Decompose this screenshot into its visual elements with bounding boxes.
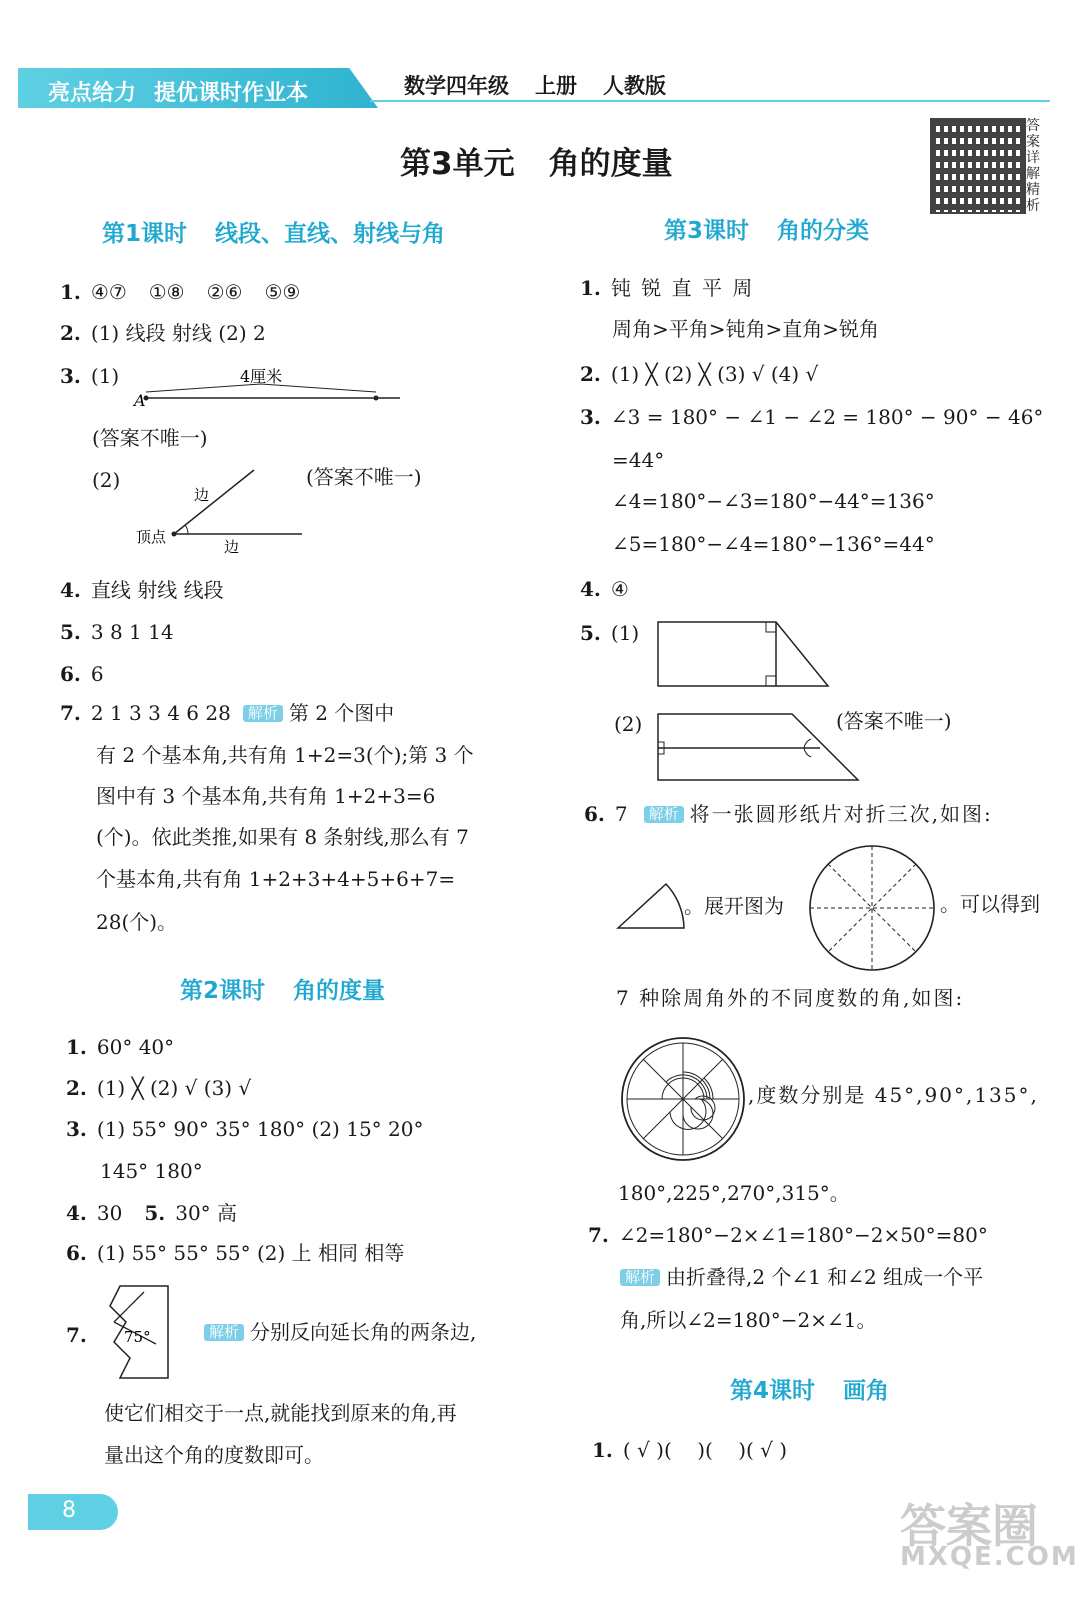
lesson-2-heading: 第2课时 角的度量 — [180, 978, 386, 1004]
l3-q7: 7. ∠2=180°−2×∠1=180°−2×50°=80° — [588, 1223, 988, 1247]
l3-q6-mid-a: 。展开图为 — [684, 894, 784, 918]
analysis-tag: 解析 — [204, 1324, 244, 1341]
analysis-tag: 解析 — [243, 705, 283, 722]
header-subject — [404, 70, 692, 100]
l1-q7-line: 有 2 个基本角,共有角 1+2=3(个);第 3 个 — [96, 743, 474, 767]
l3-q3-line3: ∠4=180°−∠3=180°−44°=136° — [612, 489, 935, 513]
vertex-label: 顶点 — [136, 528, 167, 546]
shape-1-diagram — [654, 618, 834, 692]
l3-q6-line5: 180°,225°,270°,315°。 — [618, 1181, 850, 1205]
l2-q3: 3. (1) 55° 90° 35° 180° (2) 15° 20° — [66, 1117, 424, 1141]
l1-q3-p2: (2) — [92, 468, 121, 492]
lesson-3-heading: 第3课时 角的分类 — [664, 218, 870, 244]
header-rule — [370, 100, 1050, 102]
l2-q6: 6. (1) 55° 55° 55° (2) 上 相同 相等 — [66, 1241, 405, 1265]
segment-diagram — [130, 362, 410, 412]
l4-q1: 1. ( √ )( )( )( √ ) — [592, 1438, 788, 1462]
l3-q6-line4: ,度数分别是 45°,90°,135°, — [748, 1083, 1039, 1107]
l3-q3-line4: ∠5=180°−∠4=180°−136°=44° — [612, 532, 935, 556]
side-label-2: 边 — [224, 538, 240, 556]
l3-q4: 4. ④ — [580, 577, 629, 601]
angle-circle-diagram — [618, 1034, 748, 1164]
l3-q1: 1. 钝 锐 直 平 周 — [580, 276, 755, 300]
l1-q3: 3. (1) — [60, 364, 120, 388]
edition: 人教版 — [603, 74, 666, 98]
l1-q7-line: (个)。依此类推,如果有 8 条射线,那么有 7 — [96, 825, 469, 849]
angle-diagram — [130, 462, 310, 557]
lesson-4-heading: 第4课时 画角 — [730, 1378, 890, 1404]
l3-q3: 3. ∠3 = 180° − ∠1 − ∠2 = 180° − 90° − 46° — [580, 405, 1044, 429]
segment-length-label: 4厘米 — [240, 367, 283, 386]
unit-name: 角的度量 — [548, 146, 673, 182]
l2-q7: 7. — [66, 1323, 87, 1347]
l2-q7-line2: 使它们相交于一点,就能找到原来的角,再 — [104, 1401, 457, 1425]
l2-q7-analysis: 解析 分别反向延长角的两条边, — [204, 1322, 476, 1342]
angle-value: 75° — [124, 1328, 151, 1346]
brand-name: 亮点给力 — [48, 81, 137, 106]
shape-2-diagram — [654, 708, 864, 784]
watermark-logo: 答案圈 — [900, 1499, 1038, 1553]
brand-series: 提优课时作业本 — [154, 81, 309, 106]
l1-q4: 4. 直线 射线 线段 — [60, 578, 224, 602]
l3-q5-p2: (2) — [614, 712, 643, 736]
header-brand — [48, 76, 326, 107]
l2-q3-line2: 145° 180° — [100, 1159, 203, 1183]
l1-q5: 5. 3 8 1 14 — [60, 620, 174, 644]
l3-q5: 5. (1) — [580, 621, 640, 645]
l3-q7-line3: 角,所以∠2=180°−2×∠1。 — [620, 1308, 877, 1332]
l3-q2: 2. (1) ╳ (2) ╳ (3) √ (4) √ — [580, 362, 819, 386]
l3-q1-line2: 周角>平角>钝角>直角>锐角 — [612, 317, 880, 341]
l3-q7-analysis: 解析 由折叠得,2 个∠1 和∠2 组成一个平 — [620, 1267, 983, 1287]
l3-q5-note: (答案不唯一) — [836, 709, 952, 733]
side-label-1: 边 — [194, 486, 210, 504]
l2-q7-line3: 量出这个角的度数即可。 — [104, 1443, 324, 1467]
point-a-label: A — [134, 391, 146, 410]
qr-label: 答案详解精析 — [1026, 118, 1040, 214]
l3-q6-mid-b: 。可以得到 — [940, 892, 1040, 916]
l1-q2: 2. (1) 线段 射线 (2) 2 — [60, 321, 266, 345]
analysis-tag: 解析 — [644, 806, 684, 823]
subject: 数学四年级 — [404, 74, 509, 98]
l1-q7: 7. 2 1 3 3 4 6 28 解析 第 2 个图中 — [60, 701, 395, 725]
l3-q3-line2: =44° — [612, 448, 665, 472]
l3-q6: 6. 7 解析 将一张圆形纸片对折三次,如图: — [584, 802, 993, 826]
l3-q6-line3: 7 种除周角外的不同度数的角,如图: — [616, 986, 965, 1010]
folded-sector-diagram — [614, 880, 688, 932]
analysis-tag: 解析 — [620, 1269, 660, 1286]
torn-angle-diagram — [100, 1282, 180, 1382]
unit-label: 第3单元 — [400, 146, 515, 182]
l1-q3-note1: (答案不唯一) — [92, 426, 208, 450]
unit-title — [400, 138, 707, 183]
unfolded-circle-diagram — [806, 842, 938, 974]
l1-q1: 1. ④⑦ ①⑧ ②⑥ ⑤⑨ — [60, 280, 301, 304]
l2-q4-q5: 4. 30 5. 30° 高 — [66, 1201, 238, 1225]
l2-q1: 1. 60° 40° — [66, 1035, 175, 1059]
qr-code-icon — [930, 118, 1026, 214]
l2-q2: 2. (1) ╳ (2) √ (3) √ — [66, 1076, 252, 1100]
page-number: 8 — [62, 1498, 76, 1523]
volume: 上册 — [535, 74, 577, 98]
l1-q6: 6. 6 — [60, 662, 104, 686]
lesson-1-heading: 第1课时 线段、直线、射线与角 — [102, 221, 446, 247]
watermark-url: MXQE.COM — [900, 1542, 1079, 1572]
l1-q7-line: 图中有 3 个基本角,共有角 1+2+3=6 — [96, 784, 436, 808]
l1-q7-line: 28(个)。 — [96, 910, 178, 934]
l1-q3-note2: (答案不唯一) — [306, 465, 422, 489]
l1-q7-line: 个基本角,共有角 1+2+3+4+5+6+7= — [96, 867, 456, 891]
